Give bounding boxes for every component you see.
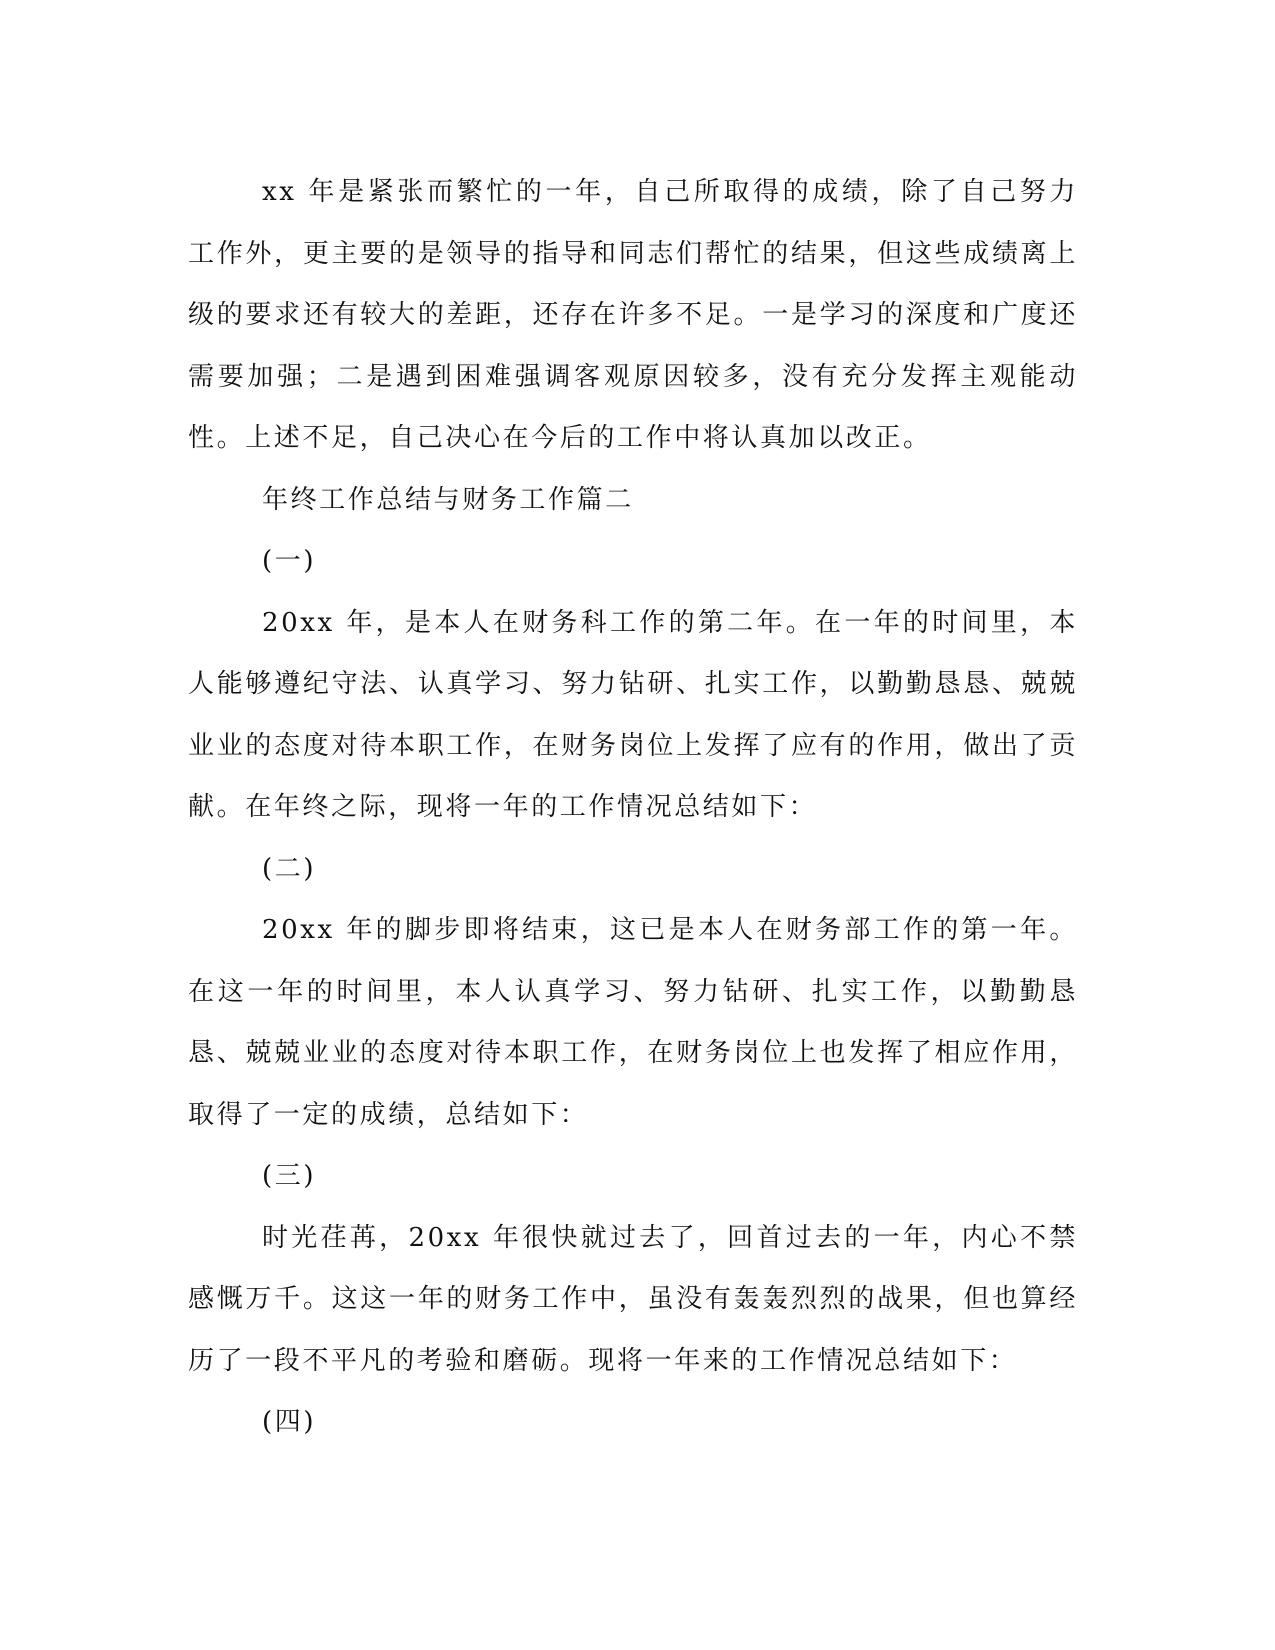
paragraph-summary-shortcomings: xx 年是紧张而繁忙的一年，自己所取得的成绩，除了自己努力工作外，更主要的是领导的指导和同志们帮忙的结果，但这些成绩离上级的要求还有较大的差距，还存在许多不足。一是学习的深度和广度还需要加强；二是遇到困难强调客观原因较多，没有充分发挥主观能动性。上述不足，自己决心在今后的工作中将认真加以改正。 bbox=[188, 177, 1078, 453]
subsection-marker-three: (三) bbox=[262, 1161, 317, 1191]
subsection-marker-two: (二) bbox=[262, 853, 317, 884]
paragraph-finance-second-year: 20xx 年，是本人在财务科工作的第二年。在一年的时间里，本人能够遵纪守法、认真学习、努力钻研、扎实工作，以勤勤恳恳、兢兢业业的态度对待本职工作，在财务岗位上发挥了应有的作用，做出了贡献。在年终之际，现将一年的工作情况总结如下： bbox=[188, 607, 1078, 822]
paragraph-finance-first-year: 20xx 年的脚步即将结束，这已是本人在财务部工作的第一年。在这一年的时间里，本人认真学习、努力钻研、扎实工作，以勤勤恳恳、兢兢业业的态度对待本职工作，在财务岗位上也发挥了相应作用，取得了一定的成绩，总结如下： bbox=[188, 915, 1078, 1130]
section-heading-part-two: 年终工作总结与财务工作篇二 bbox=[262, 484, 634, 515]
paragraph-year-in-review: 时光荏苒，20xx 年很快就过去了，回首过去的一年，内心不禁感慨万千。这这一年的财务工作中，虽没有轰轰烈烈的战果，但也算经历了一段不平凡的考验和磨砺。现将一年来的工作情况总结如下： bbox=[188, 1222, 1078, 1376]
subsection-marker-four: (四) bbox=[262, 1407, 317, 1437]
document-body bbox=[188, 162, 1078, 1454]
subsection-marker-one: (一) bbox=[262, 546, 317, 576]
